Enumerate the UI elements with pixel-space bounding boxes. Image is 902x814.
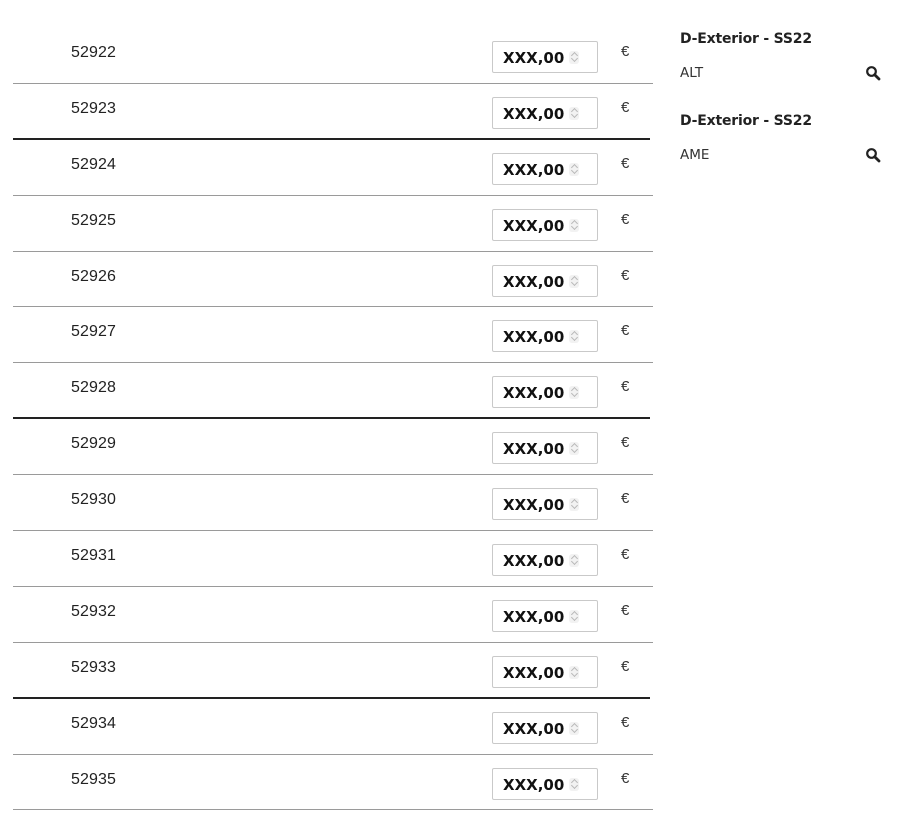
item-code: 52931 [71,547,116,565]
filter-value: ALT [680,65,704,81]
item-code: 52923 [71,99,116,117]
price-input[interactable] [492,432,598,464]
stepper-icon[interactable] [569,778,579,791]
price-value: XXX,00 [503,552,565,571]
price-table [13,28,653,810]
price-input[interactable] [492,768,598,800]
price-value: XXX,00 [503,496,565,515]
price-input[interactable] [492,712,598,744]
currency-symbol: € [621,210,630,228]
filter-title: D-Exterior - SS22 [680,113,812,129]
price-input[interactable] [492,544,598,576]
filter-field[interactable] [680,145,885,165]
table-row [13,252,653,308]
currency-symbol: € [621,43,630,60]
price-input[interactable] [492,265,598,297]
price-value: XXX,00 [503,328,565,347]
table-row [13,307,653,363]
currency-symbol: € [621,378,630,396]
table-row [13,196,653,252]
price-input[interactable] [492,376,598,408]
filter-value: AME [680,147,710,163]
stepper-icon[interactable] [569,51,579,64]
stepper-icon[interactable] [569,442,579,455]
search-icon[interactable] [865,65,881,81]
price-value: XXX,00 [503,719,565,738]
table-row [13,699,653,755]
item-code: 52935 [71,770,116,788]
price-value: XXX,00 [503,160,565,179]
table-row [13,140,653,196]
stepper-icon[interactable] [569,275,579,288]
price-value: XXX,00 [503,663,565,682]
stepper-icon[interactable] [569,107,579,120]
stepper-icon[interactable] [569,330,579,343]
price-value: XXX,00 [503,440,565,459]
filter-group [680,29,885,111]
price-value: XXX,00 [503,216,565,235]
stepper-icon[interactable] [569,498,579,511]
table-row [13,531,653,587]
currency-symbol: € [621,490,630,508]
table-row [13,419,653,475]
price-input[interactable] [492,97,598,129]
price-value: XXX,00 [503,104,565,123]
table-row [13,28,653,84]
table-row [13,755,653,811]
currency-symbol: € [621,769,630,787]
currency-symbol: € [621,601,630,619]
filter-panel [680,29,885,193]
filter-title: D-Exterior - SS22 [680,31,812,47]
table-row [13,84,650,140]
currency-symbol: € [621,266,630,284]
price-input[interactable] [492,488,598,520]
price-input[interactable] [492,153,598,185]
search-icon[interactable] [865,147,881,163]
price-input[interactable] [492,209,598,241]
price-value: XXX,00 [503,49,565,67]
price-input[interactable] [492,600,598,632]
item-code: 52925 [71,211,116,229]
currency-symbol: € [621,546,630,564]
stepper-icon[interactable] [569,666,579,679]
price-value: XXX,00 [503,384,565,403]
price-value: XXX,00 [503,272,565,291]
item-code: 52932 [71,602,116,620]
item-code: 52933 [71,658,116,676]
stepper-icon[interactable] [569,386,579,399]
stepper-icon[interactable] [569,554,579,567]
price-input[interactable] [492,41,598,73]
table-row [13,643,650,699]
table-row [13,363,650,419]
stepper-icon[interactable] [569,610,579,623]
currency-symbol: € [621,98,630,116]
filter-field[interactable] [680,63,885,83]
currency-symbol: € [621,434,630,452]
item-code: 52924 [71,155,116,173]
filter-group [680,111,885,193]
price-value: XXX,00 [503,607,565,626]
item-code: 52930 [71,491,116,509]
currency-symbol: € [621,657,630,675]
stepper-icon[interactable] [569,163,579,176]
price-value: XXX,00 [503,775,565,794]
currency-symbol: € [621,322,630,340]
item-code: 52928 [71,379,116,397]
table-row [13,587,653,643]
currency-symbol: € [621,713,630,731]
table-row [13,475,653,531]
item-code: 52922 [71,44,116,61]
item-code: 52929 [71,435,116,453]
item-code: 52927 [71,323,116,341]
item-code: 52934 [71,714,116,732]
stepper-icon[interactable] [569,722,579,735]
price-input[interactable] [492,656,598,688]
item-code: 52926 [71,267,116,285]
stepper-icon[interactable] [569,219,579,232]
price-input[interactable] [492,320,598,352]
currency-symbol: € [621,154,630,172]
